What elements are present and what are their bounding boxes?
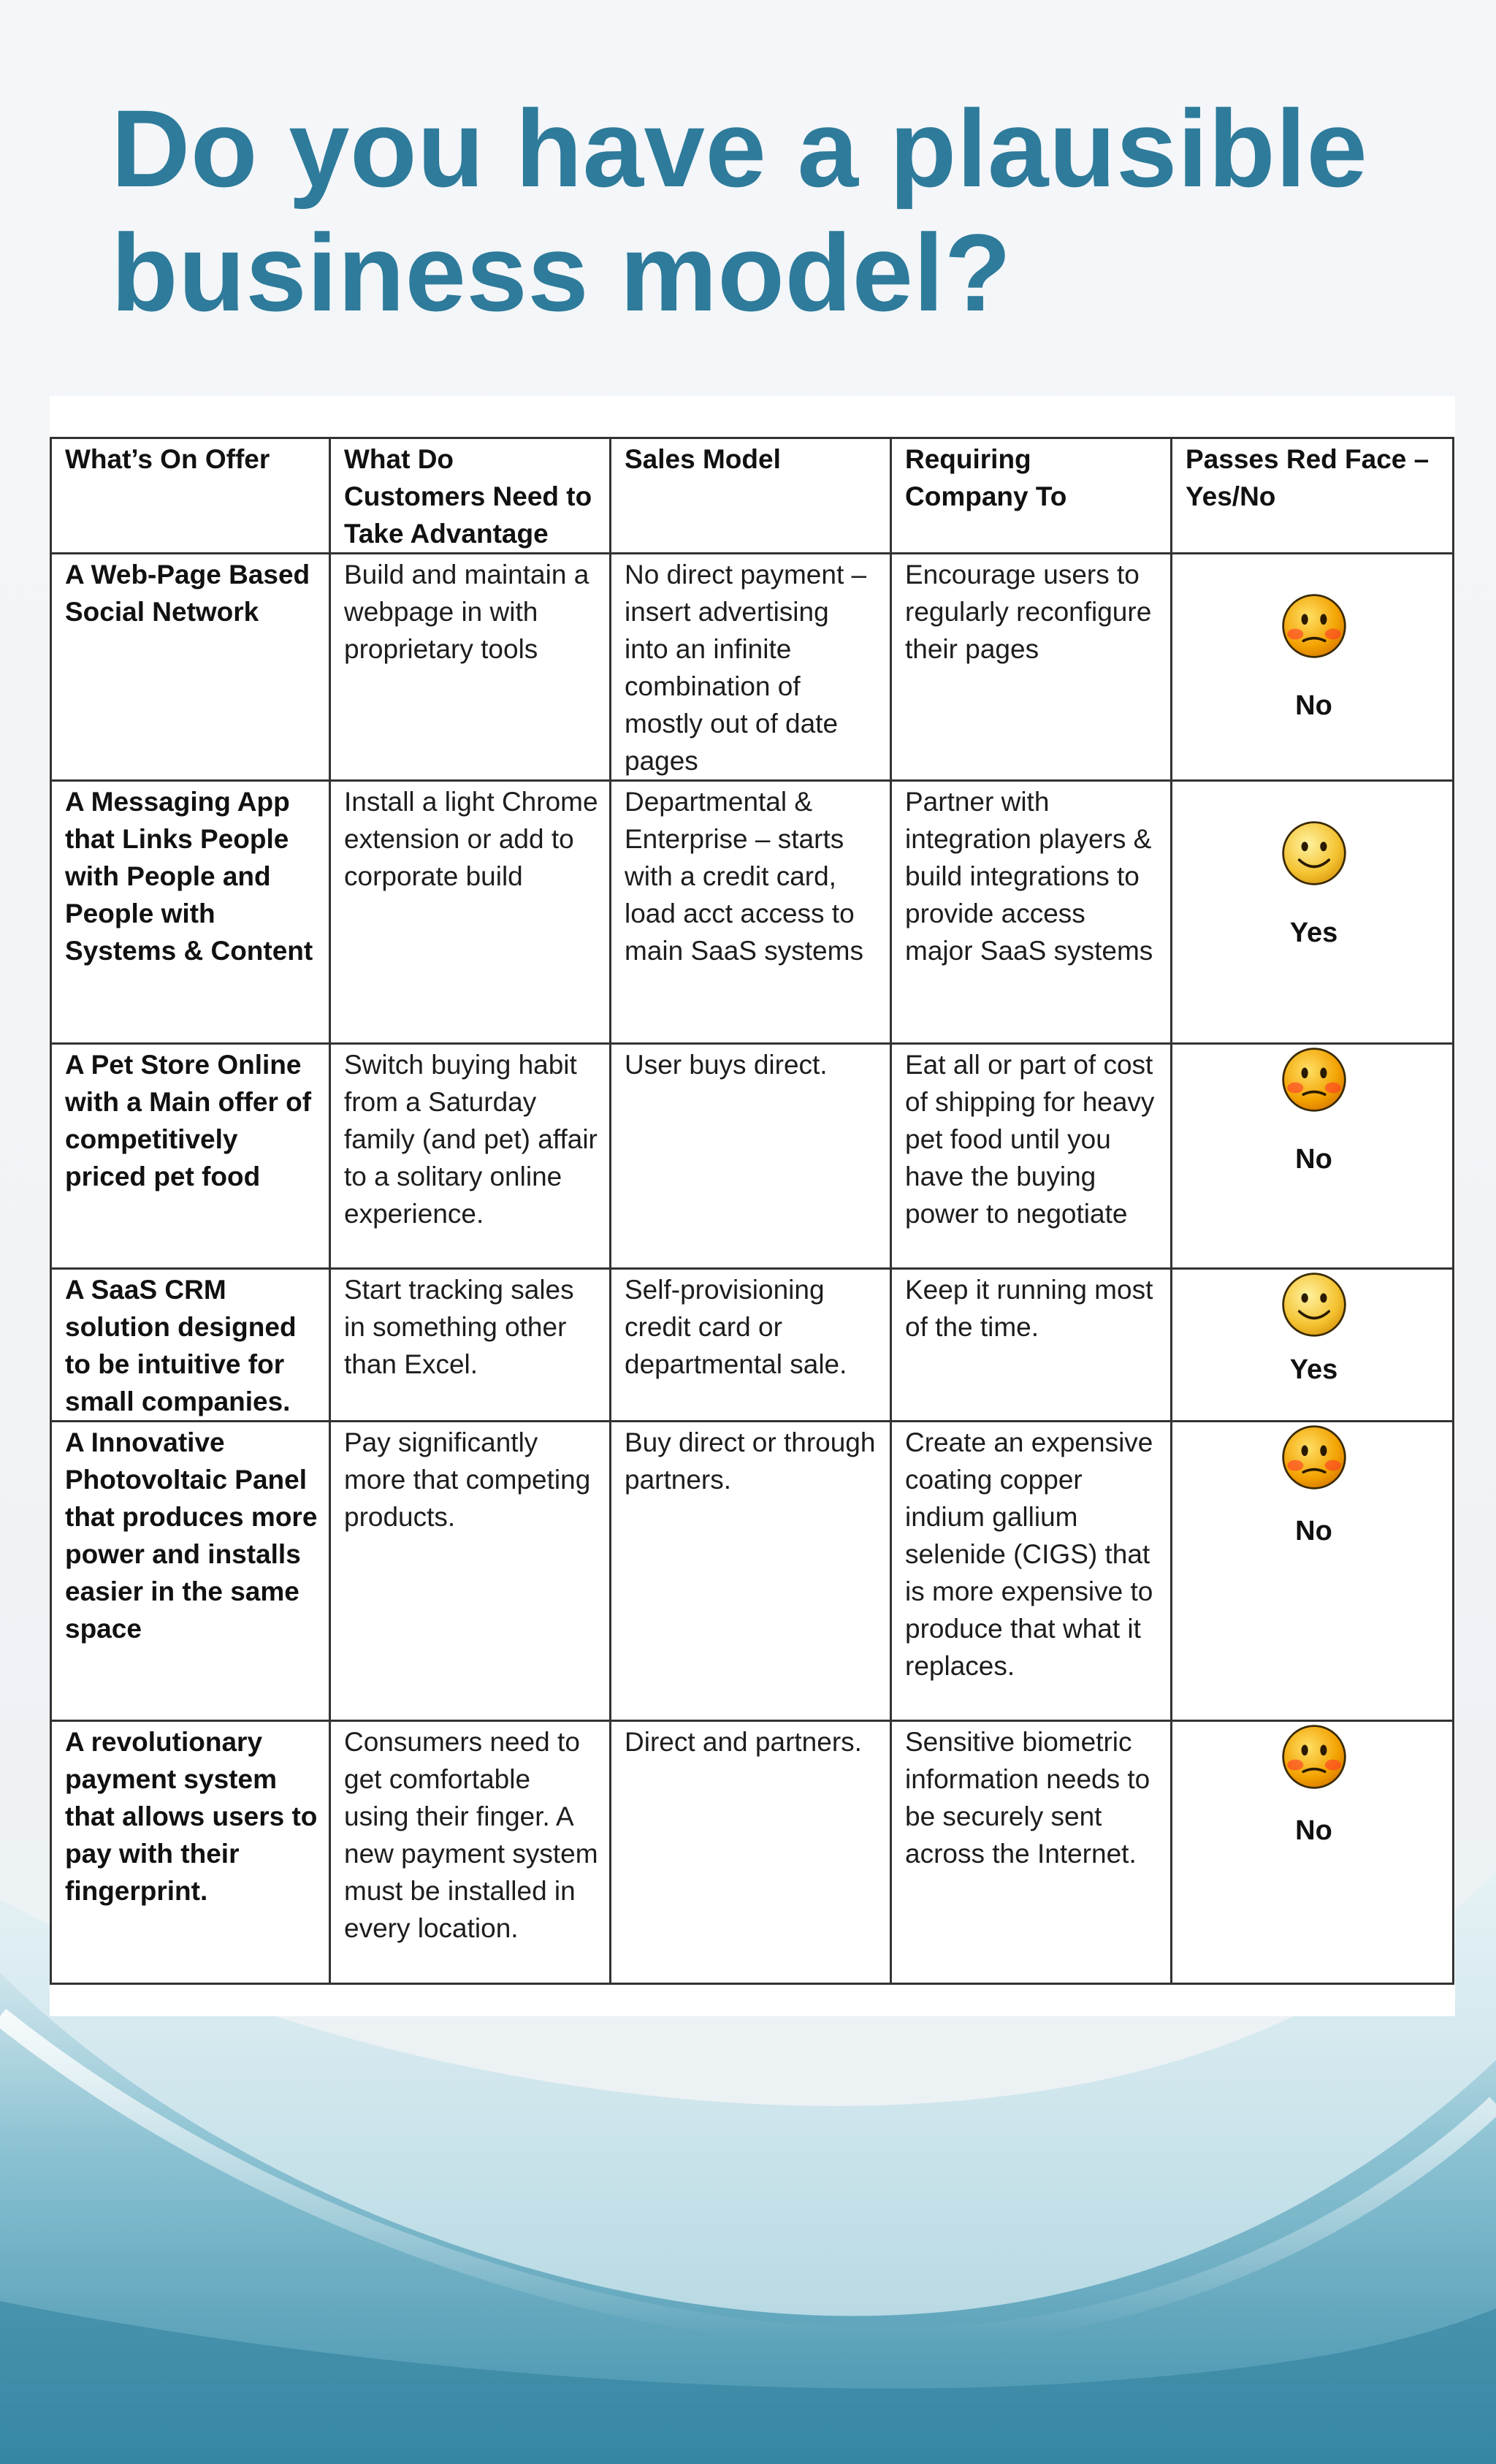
cell-offer: A Messaging App that Links People with People and People with Systems & Content [51, 781, 330, 1044]
unhappy-face-icon [1281, 1723, 1348, 1790]
cell-sales: Departmental & Enterprise – starts with a credit card, load acct access to main SaaS systems [611, 781, 891, 1044]
verdict-label: Yes [1289, 918, 1338, 948]
header-offer: What’s On Offer [51, 438, 330, 554]
verdict-label: No [1295, 1815, 1332, 1846]
header-requiring-company: Requiring Company To [891, 438, 1172, 554]
cell-sales: Direct and partners. [611, 1721, 891, 1984]
verdict-label: No [1295, 1516, 1332, 1546]
verdict-label: No [1295, 1144, 1332, 1175]
table-row [51, 1044, 1454, 1269]
cell-verdict [1172, 554, 1454, 781]
cell-needs: Pay significantly more that competing products. [330, 1422, 611, 1721]
unhappy-face-icon [1281, 1424, 1348, 1491]
cell-requires: Encourage users to regularly reconfigure their pages [891, 554, 1172, 781]
cell-requires: Eat all or part of cost of shipping for heavy pet food until you have the buying power to negotiate [891, 1044, 1172, 1269]
happy-face-icon [1281, 1271, 1348, 1338]
header-passes-red-face: Passes Red Face – Yes/No [1172, 438, 1454, 554]
cell-needs: Switch buying habit from a Saturday family (and pet) affair to a solitary online experience. [330, 1044, 611, 1269]
cell-offer: A Web-Page Based Social Network [51, 554, 330, 781]
cell-sales: Self-provisioning credit card or departmental sale. [611, 1269, 891, 1422]
cell-offer: A revolutionary payment system that allows users to pay with their fingerprint. [51, 1721, 330, 1984]
header-customer-needs: What Do Customers Need to Take Advantage [330, 438, 611, 554]
cell-requires: Keep it running most of the time. [891, 1269, 1172, 1422]
cell-sales: Buy direct or through partners. [611, 1422, 891, 1721]
cell-offer: A Pet Store Online with a Main offer of competitively priced pet food [51, 1044, 330, 1269]
happy-face-icon [1281, 820, 1348, 887]
cell-verdict [1172, 781, 1454, 1044]
cell-sales: User buys direct. [611, 1044, 891, 1269]
verdict-label: Yes [1289, 1354, 1338, 1385]
cell-needs: Build and maintain a webpage in with proprietary tools [330, 554, 611, 781]
header-row [51, 438, 1454, 554]
cell-requires: Sensitive biometric information needs to be securely sent across the Internet. [891, 1721, 1172, 1984]
slide-title: Do you have a plausible business model? [111, 87, 1368, 334]
table-row [51, 1269, 1454, 1422]
unhappy-face-icon [1281, 1046, 1348, 1113]
table-row [51, 781, 1454, 1044]
business-model-table [50, 437, 1454, 1985]
cell-requires: Create an expensive coating copper indium gallium selenide (CIGS) that is more expensive to produce that what it replaces. [891, 1422, 1172, 1721]
cell-verdict [1172, 1721, 1454, 1984]
cell-requires: Partner with integration players & build integrations to provide access major SaaS systems [891, 781, 1172, 1044]
cell-needs: Start tracking sales in something other than Excel. [330, 1269, 611, 1422]
cell-needs: Consumers need to get comfortable using their finger. A new payment system must be installed in every location. [330, 1721, 611, 1984]
cell-offer: A SaaS CRM solution designed to be intuitive for small companies. [51, 1269, 330, 1422]
header-sales-model: Sales Model [611, 438, 891, 554]
table-row [51, 1721, 1454, 1984]
table-panel [50, 396, 1455, 2016]
table-row [51, 554, 1454, 781]
cell-offer: A Innovative Photovoltaic Panel that produces more power and installs easier in the same space [51, 1422, 330, 1721]
cell-sales: No direct payment – insert advertising into an infinite combination of mostly out of date pages [611, 554, 891, 781]
cell-verdict [1172, 1044, 1454, 1269]
cell-verdict [1172, 1269, 1454, 1422]
cell-needs: Install a light Chrome extension or add to corporate build [330, 781, 611, 1044]
verdict-label: No [1295, 690, 1332, 721]
cell-verdict [1172, 1422, 1454, 1721]
table-row [51, 1422, 1454, 1721]
unhappy-face-icon [1281, 592, 1348, 660]
